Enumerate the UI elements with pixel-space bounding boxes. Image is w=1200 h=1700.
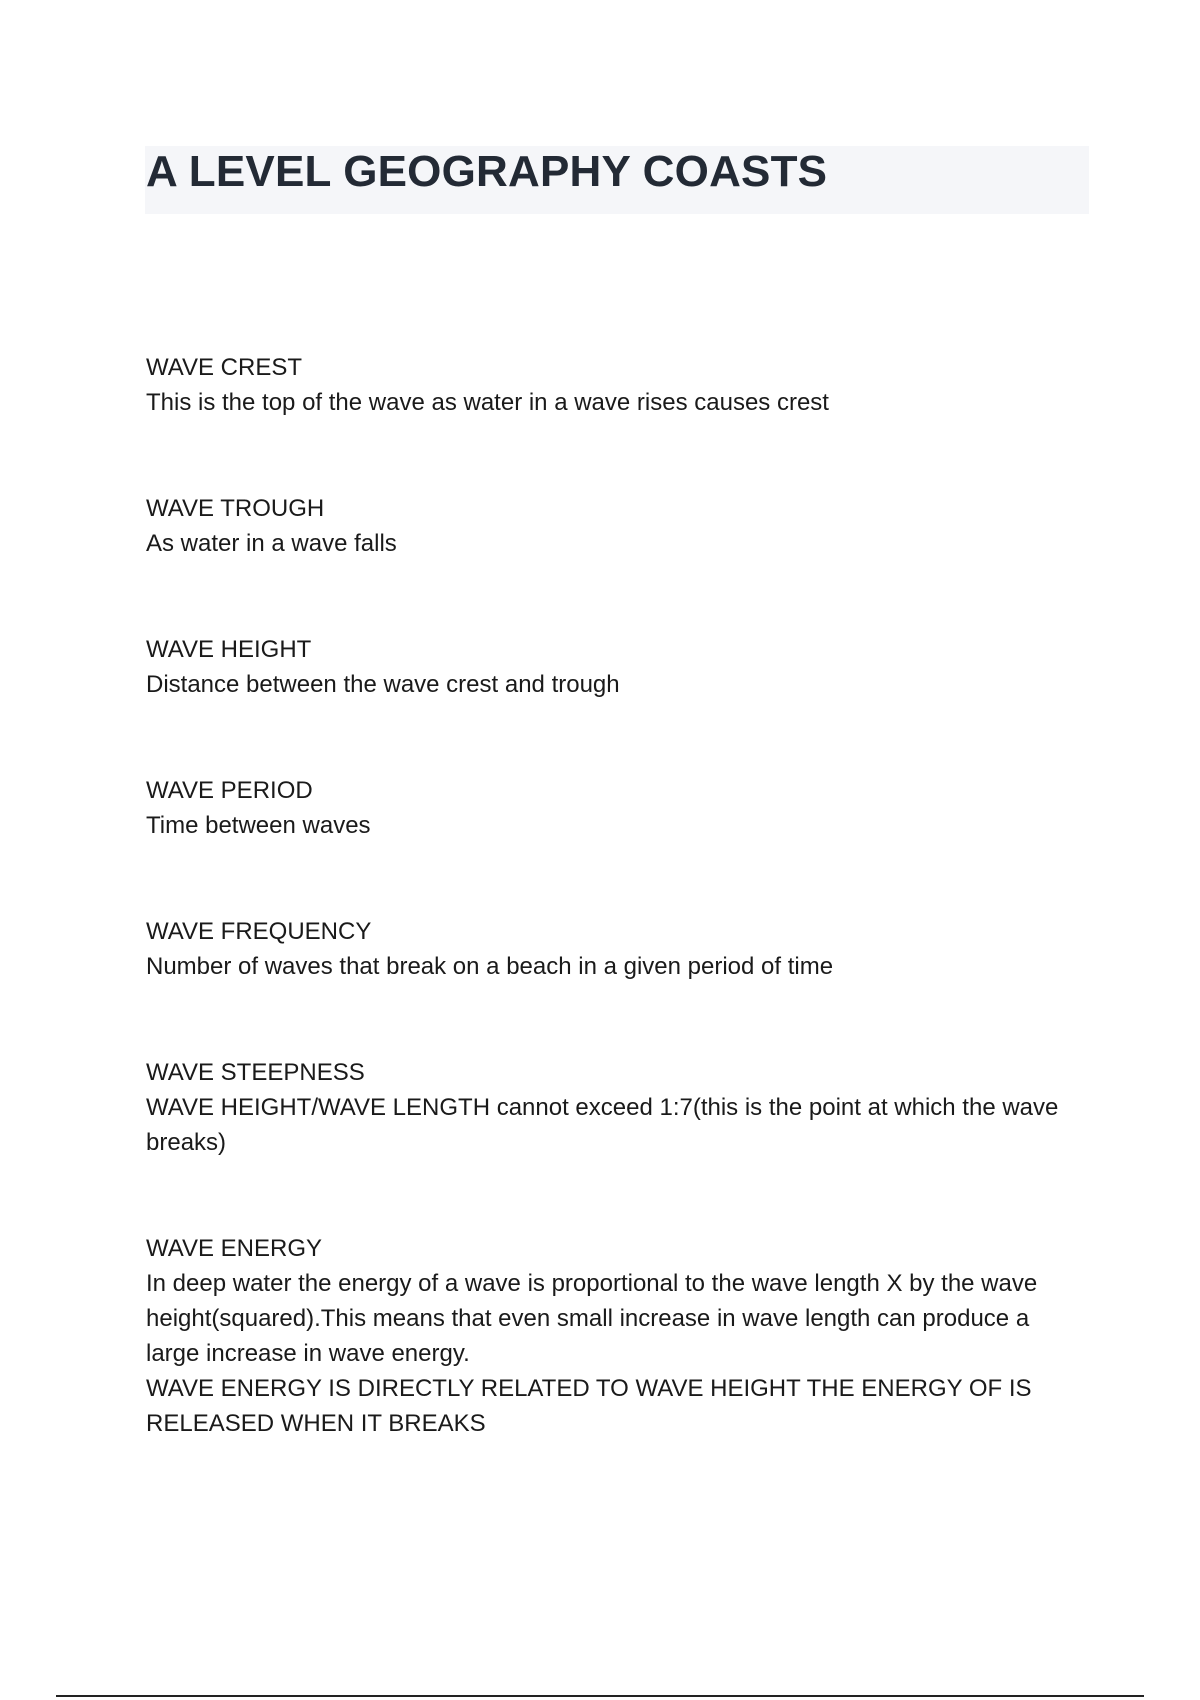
definition-text: This is the top of the wave as water in a wave rises causes crest: [146, 389, 829, 416]
term-heading: WAVE STEEPNESS: [146, 1059, 365, 1086]
term-definition: [146, 385, 1086, 420]
term-heading: WAVE TROUGH: [146, 495, 325, 522]
term-definition: [146, 667, 1086, 702]
definition-text: Distance between the wave crest and trough: [146, 671, 620, 698]
definition-entry-wave-height: [146, 632, 1086, 702]
term-heading: WAVE PERIOD: [146, 777, 313, 804]
definition-entry-wave-steepness: [146, 1055, 1086, 1160]
definition-text: In deep water the energy of a wave is proportional to the wave length X by the wave height(squared).This means that even small increase in wave length can produce a large increase in wave energy.: [146, 1270, 1038, 1367]
term-heading: WAVE ENERGY: [146, 1235, 323, 1262]
definition-text: Number of waves that break on a beach in a given period of time: [146, 953, 834, 980]
definition-text: Time between waves: [146, 812, 371, 839]
term-definition: [146, 949, 1086, 984]
definition-text: WAVE HEIGHT/WAVE LENGTH cannot exceed 1:7(this is the point at which the wave breaks): [146, 1094, 1059, 1156]
definition-entry-wave-period: [146, 773, 1086, 843]
definition-text: As water in a wave falls: [146, 530, 397, 557]
term-heading: WAVE HEIGHT: [146, 636, 312, 663]
page-bottom-rule: [56, 1695, 1144, 1697]
definition-entry-wave-frequency: [146, 914, 1086, 984]
term-definition: [146, 808, 1086, 843]
term-definition: [146, 526, 1086, 561]
term-heading: WAVE FREQUENCY: [146, 918, 372, 945]
term-definition: [146, 1090, 1086, 1160]
definition-entry-wave-crest: [146, 350, 1086, 420]
definition-entry-wave-trough: [146, 491, 1086, 561]
definition-text-emphasis: WAVE ENERGY IS DIRECTLY RELATED TO WAVE HEIGHT THE ENERGY OF IS RELEASED WHEN IT BREAKS: [146, 1375, 1032, 1437]
definitions-list: [146, 350, 1086, 1512]
document-title: A LEVEL GEOGRAPHY COASTS: [146, 147, 828, 196]
term-heading: WAVE CREST: [146, 354, 303, 381]
definition-entry-wave-energy: [146, 1231, 1086, 1441]
term-definition: [146, 1266, 1086, 1441]
